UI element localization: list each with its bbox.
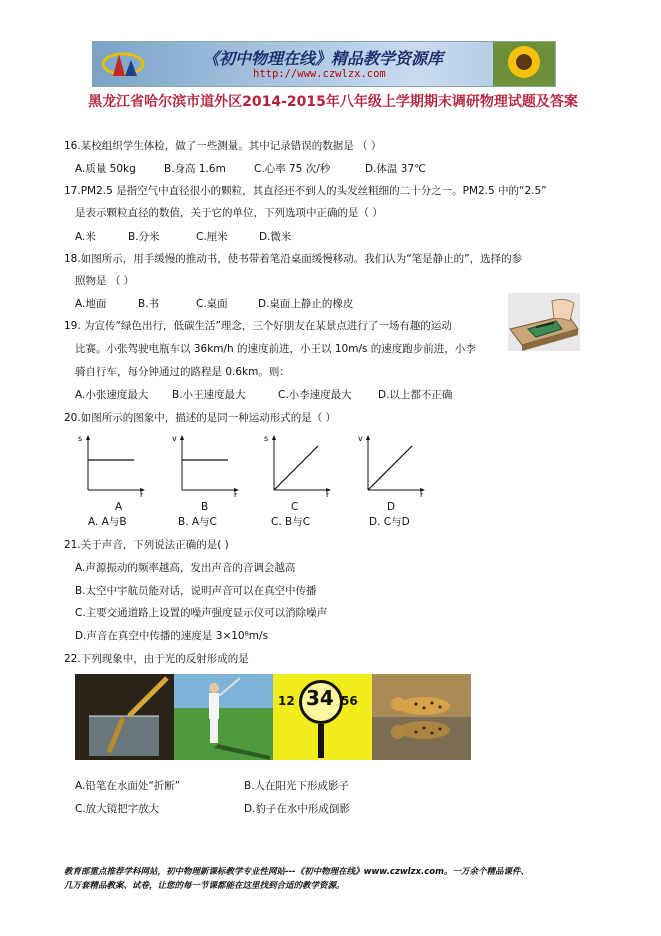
banner-title: 《初中物理在线》精品教学资源库	[203, 49, 444, 68]
graph-b-label: B	[201, 501, 209, 513]
q21-stem: 21.关于声音，下列说法正确的是( )	[64, 539, 229, 551]
q22-stem: 22.下列现象中，由于光的反射形成的是	[64, 653, 249, 665]
graph-b	[170, 432, 240, 497]
graph-c-label: C	[291, 501, 299, 513]
graph-c-x-label: t	[326, 491, 330, 497]
q18-stem-2: 照物是 （ ）	[75, 275, 135, 287]
document-title: 黑龙江省哈尔滨市道外区2014-2015年八年级上学期期末调研物理试题及答案	[88, 94, 578, 110]
book-pen-illustration	[508, 293, 580, 351]
graph-d-x-label: t	[420, 491, 424, 497]
q20-option-c: C. B与C	[271, 516, 311, 528]
graph-a-y-label: s	[78, 434, 83, 443]
q18-option-d: D.桌面上静止的橡皮	[258, 298, 354, 310]
q21-option-a: A.声源振动的频率越高，发出声音的音调会越高	[75, 562, 296, 574]
q17-option-a: A.米	[75, 231, 96, 243]
q22-option-c: C.放大镜把字放大	[75, 803, 160, 815]
q21-option-c: C.主要交通道路上设置的噪声强度显示仪可以消除噪声	[75, 607, 328, 619]
q20-option-b: B. A与C	[178, 516, 217, 528]
graph-d-label: D	[387, 501, 396, 513]
magnifier-digits-left: 12	[278, 694, 295, 708]
q20-stem: 20.如图所示的图象中，描述的是同一种运动形式的是（ ）	[64, 412, 337, 424]
q19-option-b: B.小王速度最大	[172, 389, 246, 401]
graph-c	[262, 432, 332, 497]
q17-stem-2: 是表示颗粒直径的数值，关于它的单位，下列选项中正确的是（ ）	[75, 207, 383, 219]
magnifier-handle	[318, 724, 324, 758]
banner-url[interactable]: http://www.czwlzx.com	[253, 68, 386, 80]
magnifier-digits-mid: 34	[306, 686, 334, 710]
q16-option-c: C.心率 75 次/秒	[254, 163, 331, 175]
q16-option-b: B.身高 1.6m	[164, 163, 226, 175]
graph-d-y-label: v	[358, 434, 363, 443]
q19-option-d: D.以上都不正确	[378, 389, 453, 401]
q19-stem-2: 比赛。小张驾驶电瓶车以 36km/h 的速度前进，小王以 10m/s 的速度跑步前进，小李	[75, 343, 476, 355]
graph-a-x-label: t	[140, 491, 144, 497]
q21-option-d: D.声音在真空中传播的速度是 3×10⁸m/s	[75, 630, 269, 642]
q19-stem-1: 19. 为宣传“绿色出行，低碳生活”理念，三个好朋友在某景点进行了一场有趣的运动	[64, 320, 452, 332]
pencil-in-water-image	[75, 674, 174, 760]
graph-a	[76, 432, 146, 497]
graph-d	[356, 432, 426, 497]
magnifier-digits-right: 56	[341, 694, 358, 708]
q18-option-b: B.书	[138, 298, 160, 310]
footer-line-2: 几万套精品教案、试卷，让您的每一节课都能在这里找到合适的教学资源。	[64, 881, 345, 891]
q22-option-d: D.豹子在水中形成倒影	[244, 803, 350, 815]
q20-option-d: D. C与D	[369, 516, 410, 528]
graph-c-y-label: s	[264, 434, 269, 443]
q18-stem-1: 18.如图所示，用手缓慢的推动书，使书带着笔沿桌面缓慢移动。我们认为“笔是静止的”，选择的参	[64, 253, 523, 265]
q17-option-c: C.厘米	[196, 231, 228, 243]
q19-option-a: A.小张速度最大	[75, 389, 149, 401]
graph-b-x-label: t	[234, 491, 238, 497]
q22-option-b: B.人在阳光下形成影子	[244, 780, 350, 792]
q19-option-c: C.小李速度最大	[278, 389, 352, 401]
graph-a-label: A	[115, 501, 123, 513]
magnifier-image	[273, 674, 372, 760]
q22-option-a: A.铅笔在水面处“折断”	[75, 780, 181, 792]
site-logo	[101, 46, 145, 82]
footer-line-1: 教育部重点推荐学科网站，初中物理新课标教学专业性网站---《初中物理在线》www.czwlzx.com。一万余个精品课件、	[64, 867, 529, 877]
graph-b-y-label: v	[172, 434, 177, 443]
q19-stem-3: 骑自行车，每分钟通过的路程是 0.6km。则：	[75, 366, 290, 378]
q18-option-c: C.桌面	[196, 298, 228, 310]
q17-option-b: B.分米	[128, 231, 160, 243]
q17-stem-1: 17.PM2.5 是指空气中直径很小的颗粒，其直径还不到人的头发丝粗细的二十分之一。PM2.5 中的“2.5”	[64, 185, 547, 197]
q18-option-a: A.地面	[75, 298, 107, 310]
q16-stem: 16.某校组织学生体检，做了一些测量。其中记录错误的数据是 （ ）	[64, 140, 382, 152]
q17-option-d: D.微米	[259, 231, 292, 243]
site-banner	[92, 41, 556, 87]
leopard-reflection-image	[372, 674, 471, 760]
q16-option-a: A.质量 50kg	[75, 163, 136, 175]
q21-option-b: B.太空中宇航员能对话，说明声音可以在真空中传播	[75, 585, 317, 597]
q16-option-d: D.体温 37℃	[365, 163, 426, 175]
sunflower-image	[493, 42, 555, 86]
q20-option-a: A. A与B	[88, 516, 127, 528]
person-shadow-image	[174, 674, 273, 760]
